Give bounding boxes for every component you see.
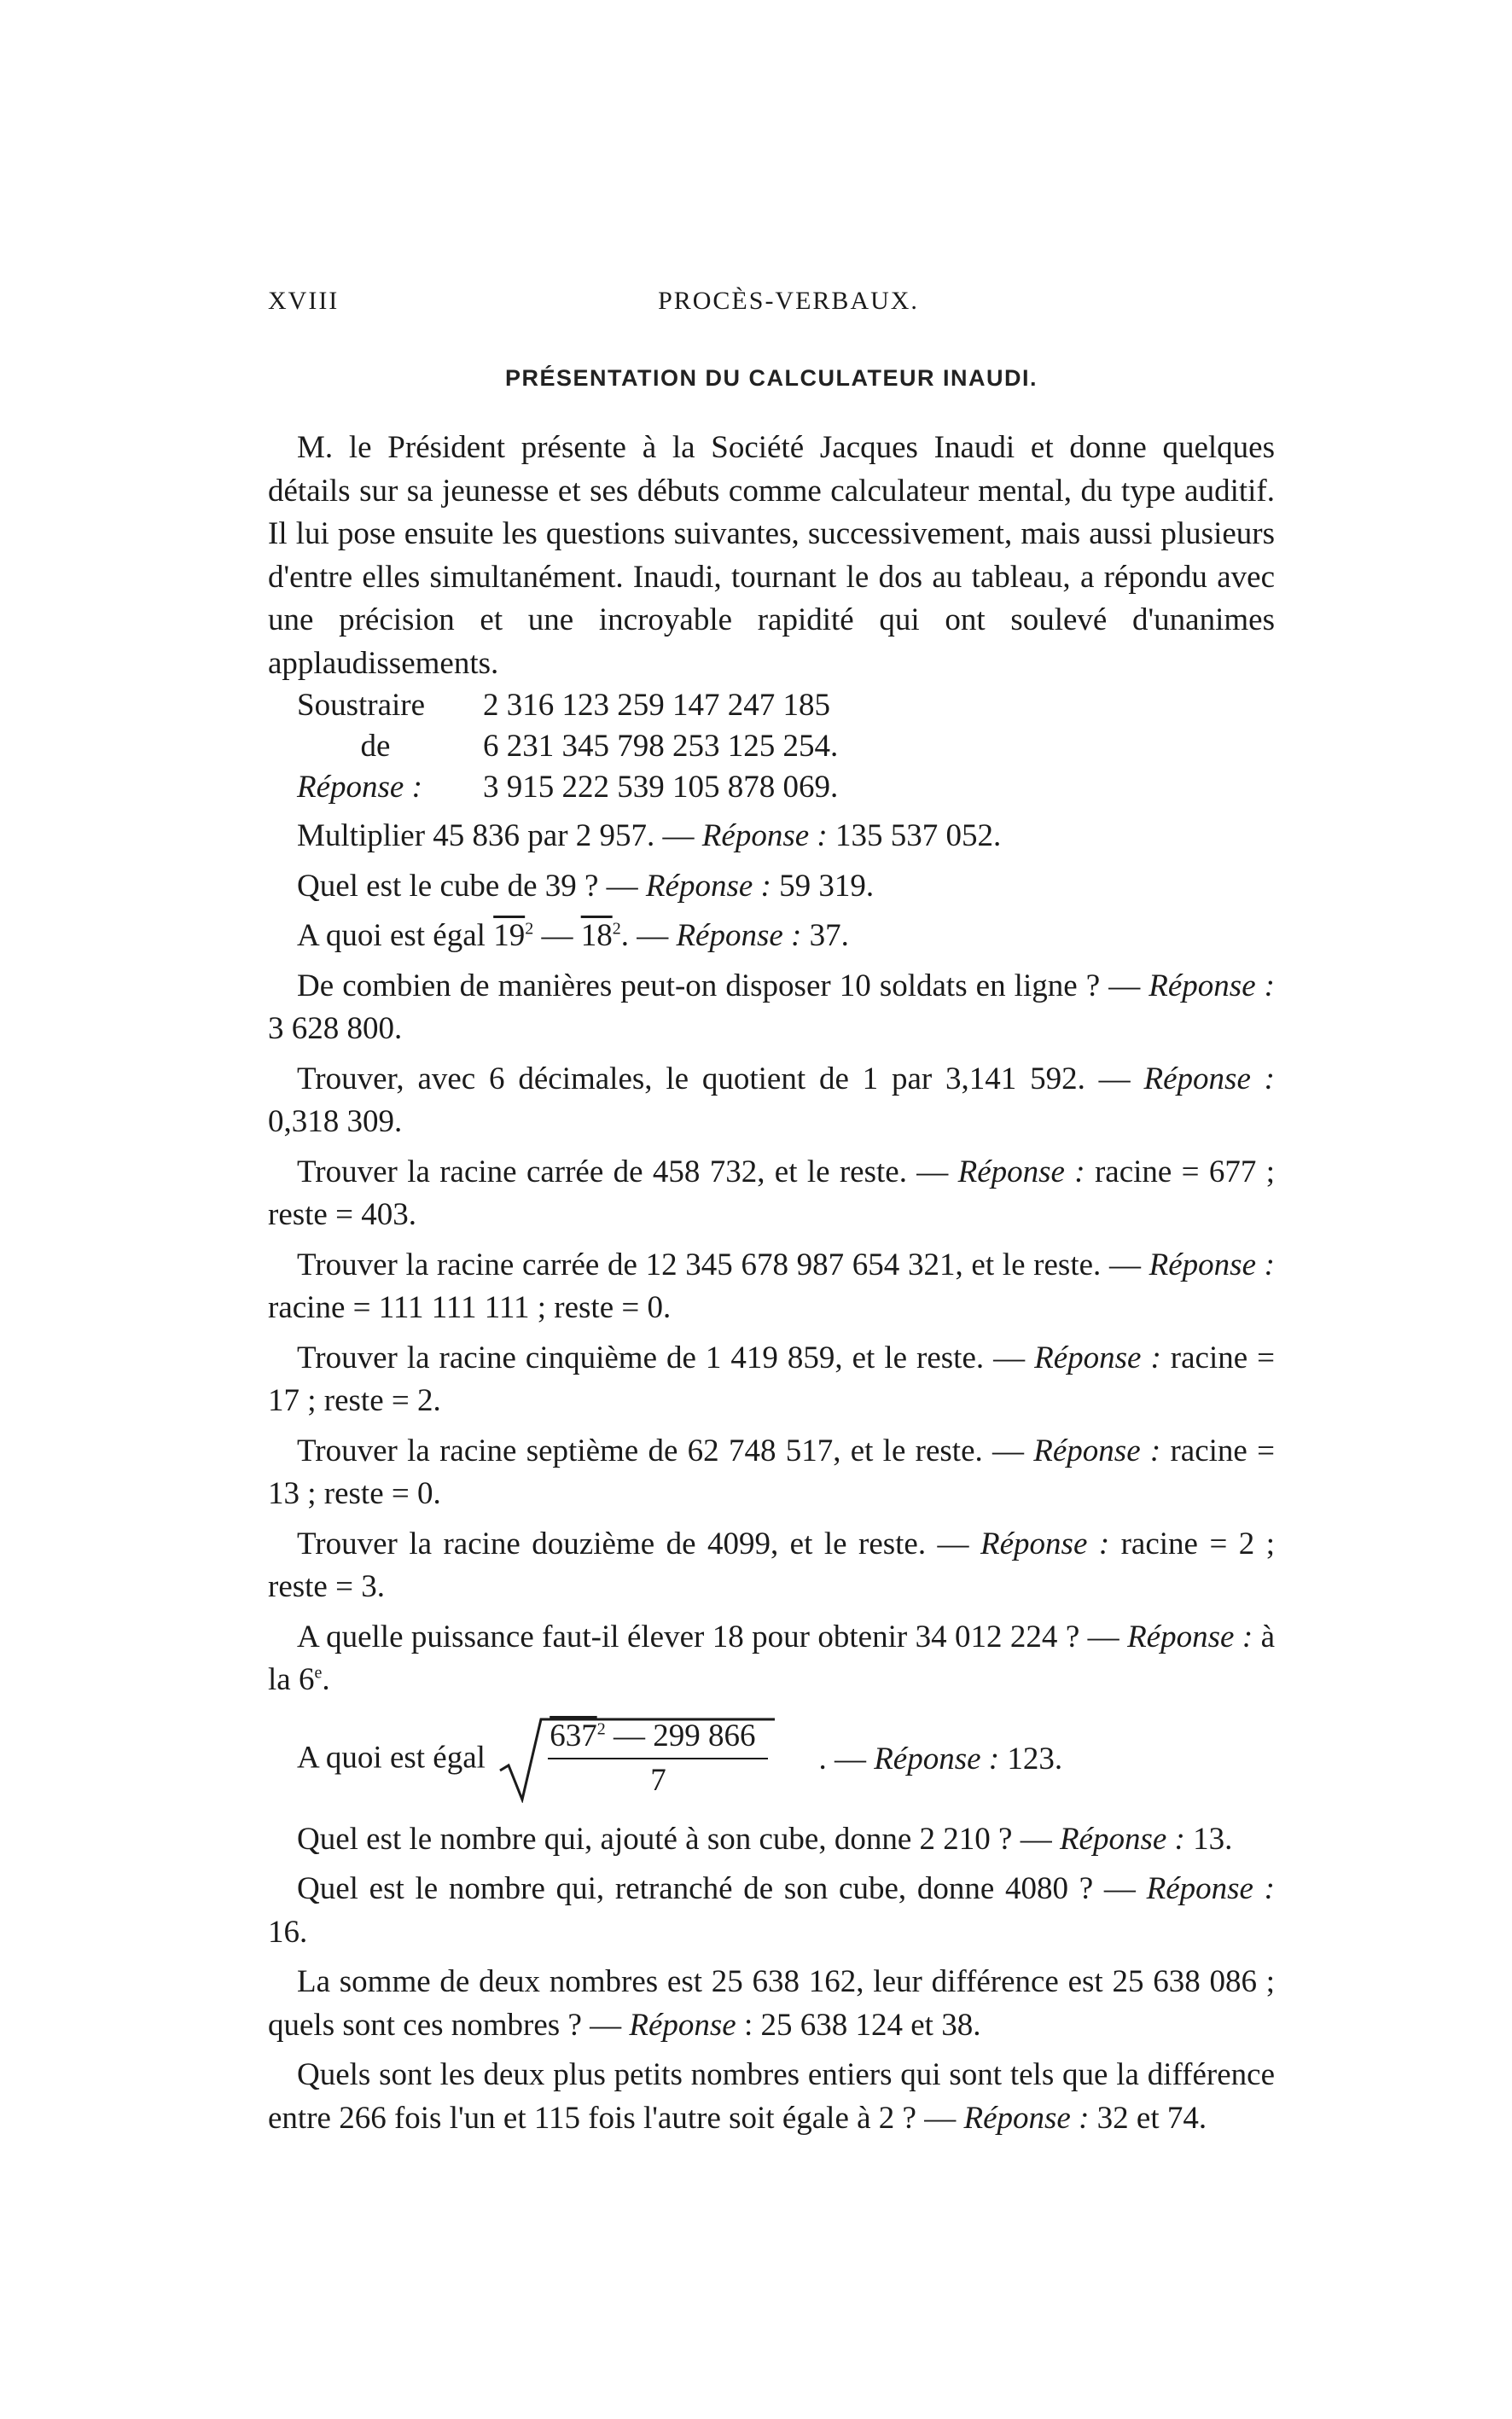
question-text: Trouver la racine septième de 62 748 517, et le reste. — bbox=[297, 1433, 1034, 1468]
reponse-label: Réponse : bbox=[1149, 1247, 1275, 1282]
answer-text: : 25 638 124 et 38. bbox=[736, 2007, 981, 2043]
question-text: Quel est le nombre qui, retranché de son cube, donne 4080 ? — bbox=[297, 1871, 1147, 1906]
answer-text: racine = 13 ; reste = 0. bbox=[268, 1433, 1275, 1511]
subtraction-row bbox=[297, 685, 838, 726]
reponse-label: Réponse : bbox=[980, 1526, 1110, 1561]
question-text: Trouver la racine cinquième de 1 419 859, et le reste. — bbox=[297, 1340, 1035, 1375]
answer-text: 3 628 800. bbox=[268, 1011, 403, 1046]
question-paragraph bbox=[268, 865, 1275, 909]
math-term: 18 bbox=[580, 918, 613, 953]
question-paragraph bbox=[268, 965, 1275, 1051]
running-title: PROCÈS-VERBAUX. bbox=[658, 287, 919, 315]
question-text: Quels sont les deux plus petits nombres entiers qui sont tels que la différence entre 266 fois l'un et 115 fois l'autre soit égale à 2 ? — bbox=[268, 2057, 1275, 2136]
question-text: A quelle puissance faut-il élever 18 pour obtenir 34 012 224 ? — bbox=[297, 1619, 1128, 1654]
question-text: Quel est le nombre qui, ajouté à son cube, donne 2 210 ? — bbox=[297, 1821, 1060, 1857]
subtraction-row bbox=[297, 767, 838, 808]
answer-text: 59 319. bbox=[771, 868, 875, 904]
question-text: Trouver, avec 6 décimales, le quotient de 1 par 3,141 592. — bbox=[297, 1061, 1144, 1096]
question-paragraph bbox=[268, 1058, 1275, 1144]
question-text: Multiplier 45 836 par 2 957. — bbox=[297, 818, 702, 853]
question-text: A quoi est égal bbox=[297, 1739, 486, 1775]
reponse-label: Réponse : bbox=[1146, 1871, 1276, 1906]
answer-text: 13. bbox=[1184, 1821, 1233, 1857]
reponse-label: Réponse : bbox=[957, 1154, 1085, 1189]
question-paragraph bbox=[268, 1430, 1275, 1516]
question-paragraph bbox=[268, 2054, 1275, 2140]
math-exponent: 2 bbox=[596, 1719, 606, 1739]
question-paragraph bbox=[268, 1151, 1275, 1237]
math-term: 637 bbox=[550, 1718, 597, 1753]
question-paragraph bbox=[268, 1523, 1275, 1609]
subtraction-label bbox=[297, 767, 483, 808]
reponse-label: Réponse : bbox=[297, 770, 422, 805]
answer-text: 32 et 74. bbox=[1089, 2100, 1207, 2136]
reponse-label: Réponse : bbox=[701, 818, 828, 853]
radical-expression bbox=[497, 1718, 778, 1803]
subtraction-label: Soustraire bbox=[297, 688, 426, 723]
question-paragraph bbox=[268, 1244, 1275, 1330]
math-exponent: 2 bbox=[525, 919, 534, 939]
intro-paragraph: M. le Président présente à la Société Jacques Inaudi et donne quelques détails sur sa jeunesse et ses débuts comme calculateur mental, du type auditif. Il lui pose ensuite les questions suivantes, successivement, mais aussi plusieurs d'entre elles simultanément. Inaudi, tournant le dos au tableau, a répondu avec une précision et une incroyable rapidité qui ont soulevé d'unanimes applaudissements. bbox=[268, 430, 1275, 681]
question-paragraph bbox=[268, 915, 1275, 958]
subtraction-value: 2 316 123 259 147 247 185 bbox=[483, 688, 830, 723]
reponse-label: Réponse : bbox=[1033, 1433, 1161, 1468]
answer-text: à la 6 bbox=[268, 1619, 1275, 1697]
answer-text: racine = 111 111 111 ; reste = 0. bbox=[268, 1290, 672, 1325]
question-text: De combien de manières peut-on disposer 10 soldats en ligne ? — bbox=[297, 968, 1149, 1003]
running-head bbox=[268, 287, 1275, 321]
question-text: A quoi est égal bbox=[297, 918, 494, 953]
answer-text: 123. bbox=[999, 1742, 1063, 1777]
math-term: — 299 866 bbox=[605, 1718, 756, 1753]
question-paragraph bbox=[268, 1337, 1275, 1423]
answer-text: 135 537 052. bbox=[827, 818, 1002, 853]
answer-text: racine = 17 ; reste = 2. bbox=[268, 1340, 1275, 1418]
reponse-label: Réponse : bbox=[645, 868, 771, 904]
reponse-label: Réponse : bbox=[1034, 1340, 1161, 1375]
answer-text: racine = 677 ; reste = 403. bbox=[268, 1154, 1275, 1232]
answer-text: 37. bbox=[801, 918, 849, 953]
question-paragraph bbox=[268, 1868, 1275, 1954]
reponse-label: Réponse : bbox=[1143, 1061, 1275, 1096]
math-exponent: 2 bbox=[612, 919, 621, 939]
subtraction-label: de bbox=[360, 729, 391, 764]
reponse-label: Réponse : bbox=[963, 2100, 1090, 2136]
reponse-label: Réponse : bbox=[1059, 1821, 1185, 1857]
reponse-label: Réponse : bbox=[874, 1742, 1000, 1777]
question-paragraph bbox=[268, 1961, 1275, 2047]
question-text: Trouver la racine douzième de 4099, et le reste. — bbox=[297, 1526, 981, 1561]
question-paragraph bbox=[268, 1616, 1275, 1702]
answer-line bbox=[789, 1738, 1062, 1782]
reponse-label: Réponse bbox=[629, 2007, 736, 2043]
radical-denominator: 7 bbox=[650, 1762, 666, 1798]
page-number: XVIII bbox=[268, 287, 340, 315]
reponse-label: Réponse : bbox=[1149, 968, 1275, 1003]
reponse-label: Réponse : bbox=[1127, 1619, 1253, 1654]
radical-question bbox=[268, 1718, 1275, 1811]
subtraction-value: 6 231 345 798 253 125 254. bbox=[483, 729, 839, 764]
radical-numerator bbox=[550, 1719, 755, 1753]
answer-text: 0,318 309. bbox=[268, 1104, 403, 1139]
body-text bbox=[268, 427, 1275, 2140]
math-operator: — bbox=[533, 918, 581, 953]
section-title: PRÉSENTATION DU CALCULATEUR INAUDI. bbox=[505, 365, 1038, 391]
question-text: . — bbox=[818, 1742, 875, 1777]
subtraction-value: 3 915 222 539 105 878 069. bbox=[483, 770, 839, 805]
ordinal-superscript: e bbox=[314, 1663, 323, 1683]
subtraction-row bbox=[297, 726, 838, 767]
answer-text: 16. bbox=[268, 1914, 308, 1950]
question-text: Trouver la racine carrée de 458 732, et le reste. — bbox=[297, 1154, 958, 1189]
answer-text: . bbox=[322, 1662, 330, 1697]
answer-text: racine = 2 ; reste = 3. bbox=[268, 1526, 1276, 1604]
question-paragraph bbox=[268, 815, 1275, 858]
subtraction-table bbox=[297, 685, 838, 808]
question-text: Trouver la racine carrée de 12 345 678 987 654 321, et le reste. — bbox=[297, 1247, 1149, 1282]
question-text: . — bbox=[620, 918, 677, 953]
question-paragraph bbox=[268, 1818, 1275, 1862]
reponse-label: Réponse : bbox=[676, 918, 802, 953]
question-text: Quel est le cube de 39 ? — bbox=[297, 868, 646, 904]
question-text: La somme de deux nombres est 25 638 162, leur différence est 25 638 086 ; quels sont ces nombres ? — bbox=[268, 1964, 1275, 2043]
math-term: 19 bbox=[493, 918, 526, 953]
